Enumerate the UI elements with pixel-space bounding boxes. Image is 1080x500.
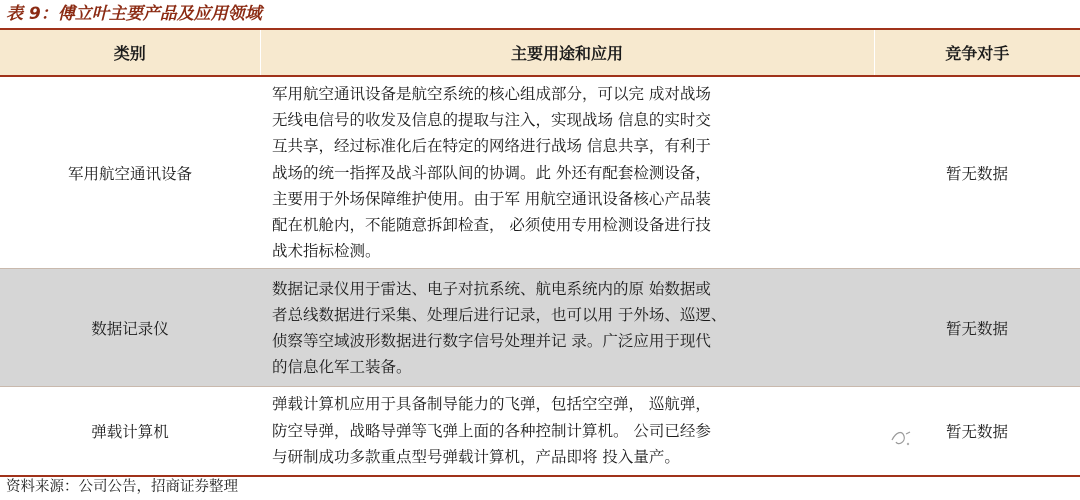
desc-line: 弹载计算机应用于具备制导能力的飞弹，包括空空弹， 巡航弹， — [272, 395, 711, 414]
table-row — [0, 76, 1080, 269]
desc-line: 无线电信号的收发及信息的提取与注入，实现战场 信息的实时交 — [272, 111, 711, 130]
desc-line: 数据记录仪用于雷达、电子对抗系统、航电系统内的原 始数据或 — [272, 279, 711, 298]
desc-line: 防空导弹，战略导弹等飞弹上面的各种控制计算机。 公司已经参 — [272, 421, 711, 440]
row-category: 军用航空通讯设备 — [0, 76, 260, 269]
row-description — [260, 76, 874, 269]
header-competitor: 竞争对手 — [874, 30, 1080, 76]
product-table — [0, 30, 1080, 477]
row-category: 数据记录仪 — [0, 269, 260, 387]
desc-line: 主要用于外场保障维护使用。由于军 用航空通讯设备核心产品装 — [272, 189, 711, 208]
desc-line: 的信息化军工装备。 — [272, 357, 412, 376]
desc-line: 侦察等空域波形数据进行数字信号处理并记 录。广泛应用于现代 — [272, 331, 711, 350]
table-header-row — [0, 30, 1080, 76]
row-competitor: 暂无数据 — [874, 387, 1080, 476]
desc-line: 与研制成功多款重点型号弹载计算机，产品即将 投入量产。 — [272, 448, 680, 467]
header-category: 类别 — [0, 30, 260, 76]
row-competitor: 暂无数据 — [874, 76, 1080, 269]
scribble-mark-icon — [888, 426, 914, 452]
desc-line: 战术指标检测。 — [272, 242, 381, 261]
row-description — [260, 387, 874, 476]
table-caption: 表 9：傅立叶主要产品及应用领域 — [6, 4, 262, 24]
table-row — [0, 269, 1080, 387]
source-note: 资料来源：公司公告，招商证券整理 — [6, 479, 238, 495]
desc-line: 互共享，经过标准化后在特定的网络进行战场 信息共享，有利于 — [272, 137, 711, 156]
desc-line: 战场的统一指挥及战斗部队间的协调。此 外还有配套检测设备， — [272, 163, 711, 182]
desc-line: 者总线数据进行采集、处理后进行记录，也可以用 于外场、巡逻、 — [272, 305, 727, 324]
row-competitor: 暂无数据 — [874, 269, 1080, 387]
header-usage: 主要用途和应用 — [260, 30, 874, 76]
desc-line: 配在机舱内，不能随意拆卸检查， 必须使用专用检测设备进行技 — [272, 216, 711, 235]
row-category: 弹载计算机 — [0, 387, 260, 476]
row-description — [260, 269, 874, 387]
desc-line: 军用航空通讯设备是航空系统的核心组成部分，可以完 成对战场 — [272, 85, 711, 103]
table-row — [0, 387, 1080, 476]
